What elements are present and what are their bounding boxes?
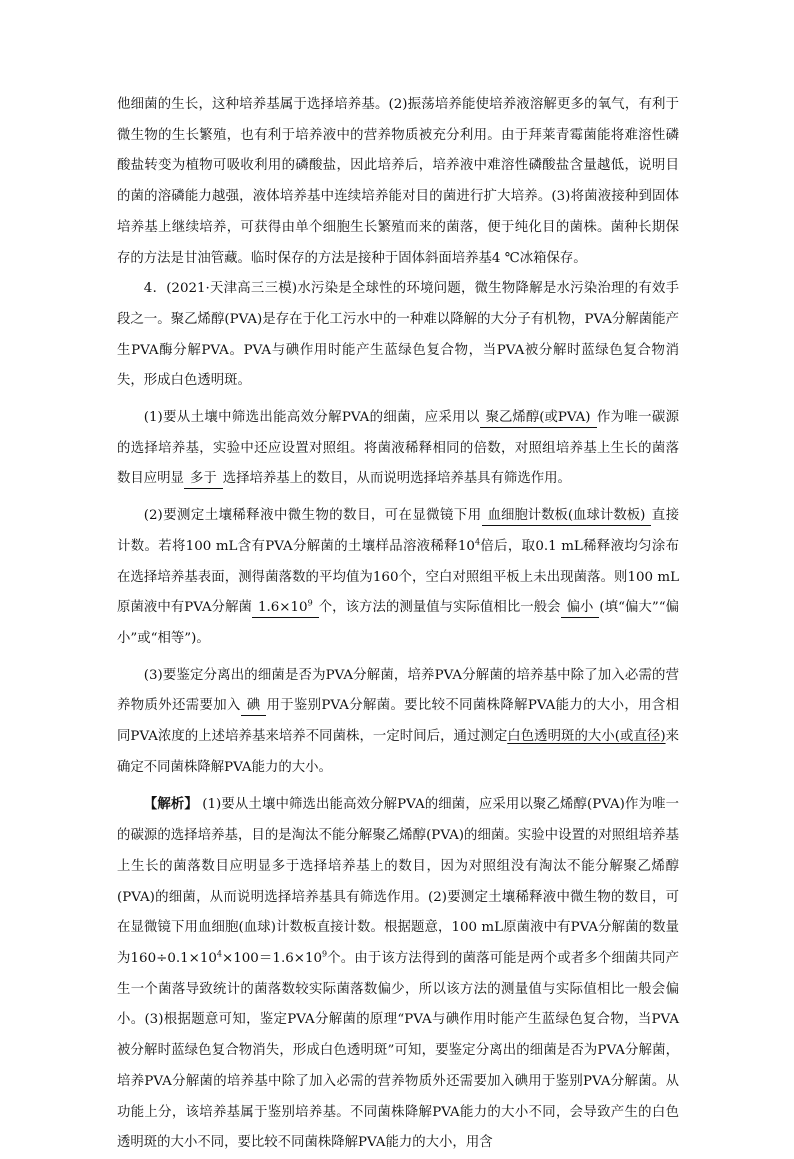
- question-4-part-1: [117, 403, 679, 495]
- q4-part2-text-c-post: 倍后，取0.1 mL稀释液均匀涂布在选择培养基表面，测得菌落数的平均值为160个，空白对照组平板上未出现菌落。则100 mL原菌液中有PVA分解菌: [117, 538, 679, 616]
- analysis-text-3: 个。由于该方法得到的菌落可能是两个或者多个细菌共同产生一个菌落导致统计的菌落数较实际菌落数偏少，所以该方法的测量值与实际值相比一般会偏小。(3)根据题意可知，鉴定PVA分解菌的原理“PVA与碘作用时能产生蓝绿色复合物，当PVA被分解时蓝绿色复合物消失，形成白色透明斑”可知，要鉴定分离出的细菌是否为PVA分解菌，培养PVA分解菌的培养基中除了加入必需的营养物质外还需要加入碘用于鉴别PVA分解菌。从功能上分，该培养基属于鉴别培养基。不同菌株降解PVA能力的大小不同，会导致产生的白色透明斑的大小不同，要比较不同菌株降解PVA能力的大小，用含: [117, 950, 679, 1151]
- analysis-exponent-1: 4: [216, 949, 222, 959]
- q4-part2-answer-count-base: 1.6×10: [258, 600, 308, 616]
- q4-part2-text-e: (填“偏大”“偏小”或“相等”)。: [117, 600, 680, 646]
- analysis-exponent-2: 9: [321, 949, 328, 959]
- analysis-text-2: ×100＝1.6×10: [221, 950, 322, 966]
- q4-part2-text-c-pre: 直接计数。若将100 mL含有PVA分解菌的土壤样品溶液稀释10: [117, 508, 680, 554]
- q4-part3-text-d: 来确定不同菌株降解PVA能力的大小。: [117, 729, 679, 775]
- question-4-stem: 4．(2021·天津高三三模)水污染是全球性的环境问题，微生物降解是水污染治理的有效手段之一。聚乙烯醇(PVA)是存在于化工污水中的一种难以降解的大分子有机物，PVA分解菌能产生PVA酶分解PVA。PVA与碘作用时能产生蓝绿色复合物，当PVA被分解时蓝绿色复合物消失，形成白色透明斑。: [117, 281, 679, 389]
- q4-part2-answer-smaller: 偏小: [561, 599, 600, 618]
- q4-part2-text-d: 个，该方法的测量值与实际值相比一般会: [318, 600, 561, 616]
- document-page: [117, 90, 679, 1159]
- q4-part2-text-a: (2)要测定土壤稀释液中微生物的数目，可在显微镜下用: [143, 508, 482, 524]
- q4-part1-text-a: (1)要从土壤中筛选出能高效分解PVA的细菌，应采用以: [143, 410, 480, 426]
- previous-answer-continuation: 他细菌的生长，这种培养基属于选择培养基。(2)振荡培养能使培养液溶解更多的氧气，有利于微生物的生长繁殖，也有利于培养液中的营养物质被充分利用。由于拜莱青霉菌能将难溶性磷酸盐转变为植物可吸收利用的磷酸盐，因此培养后，培养液中难溶性磷酸盐含量越低，说明目的菌的溶磷能力越强，液体培养基中连续培养能对目的菌进行扩大培养。(3)将菌液接种到固体培养基上继续培养，可获得由单个细胞生长繁殖而来的菌落，便于纯化目的菌株。菌种长期保存的方法是甘油管藏。临时保存的方法是接种于固体斜面培养基4 ℃冰箱保存。: [117, 97, 679, 266]
- q4-part3-text-a: (3)要鉴定分离出的细菌是否为PVA分解菌，培养PVA分解菌的培养基中除了加入必需的营养物质外还需要加入: [117, 667, 679, 714]
- q4-part1-text-d: 选择培养基上的数目，从而说明选择培养基具有筛选作用。: [222, 471, 571, 487]
- q4-part1-answer-carbon-source: 聚乙烯醇(或PVA): [480, 409, 597, 428]
- q4-part1-text-c: 作为唯一碳源的选择培养基，实验中还应设置对照组。将菌液稀释相同的倍数，对照组培养基上生长的菌落数目应明显: [117, 410, 679, 487]
- q4-part3-answer-iodine: 碘: [241, 697, 266, 716]
- question-4-analysis: [117, 789, 679, 1158]
- q4-part2-exponent-dilution: 4: [474, 537, 481, 547]
- q4-part2-answer-count: [252, 599, 319, 618]
- analysis-text-1: (1)要从土壤中筛选出能高效分解PVA的细菌，应采用以聚乙烯醇(PVA)作为唯一的碳源的选择培养基，目的是淘汰不能分解聚乙烯醇(PVA)的细菌。实验中设置的对照组培养基上生长的菌落数目应明显多于选择培养基上的数目，因为对照组没有淘汰不能分解聚乙烯醇(PVA)的细菌，从而说明选择培养基具有筛选作用。(2)要测定土壤稀释液中微生物的数目，可在显微镜下用血细胞(血球)计数板直接计数。根据题意，100 mL原菌液中有PVA分解菌的数量为160÷0.1×10: [117, 797, 679, 966]
- q4-part3-answer-spot-size: 白色透明斑的大小(或直径): [507, 729, 666, 745]
- q4-part3-text-c: 用于鉴别PVA分解菌。要比较不同菌株降解PVA能力的大小，用含相同PVA浓度的上述培养基来培养不同菌株，一定时间后，通过测定: [117, 698, 680, 745]
- q4-part2-answer-count-exponent: 9: [307, 598, 313, 608]
- q4-part2-answer-counting-chamber: 血细胞计数板(血球计数板): [482, 507, 652, 526]
- analysis-label: 【解析】: [143, 796, 198, 813]
- q4-part1-answer-more-than: 多于: [184, 470, 223, 489]
- question-4-part-2: [117, 501, 679, 655]
- question-4-part-3: [117, 661, 679, 784]
